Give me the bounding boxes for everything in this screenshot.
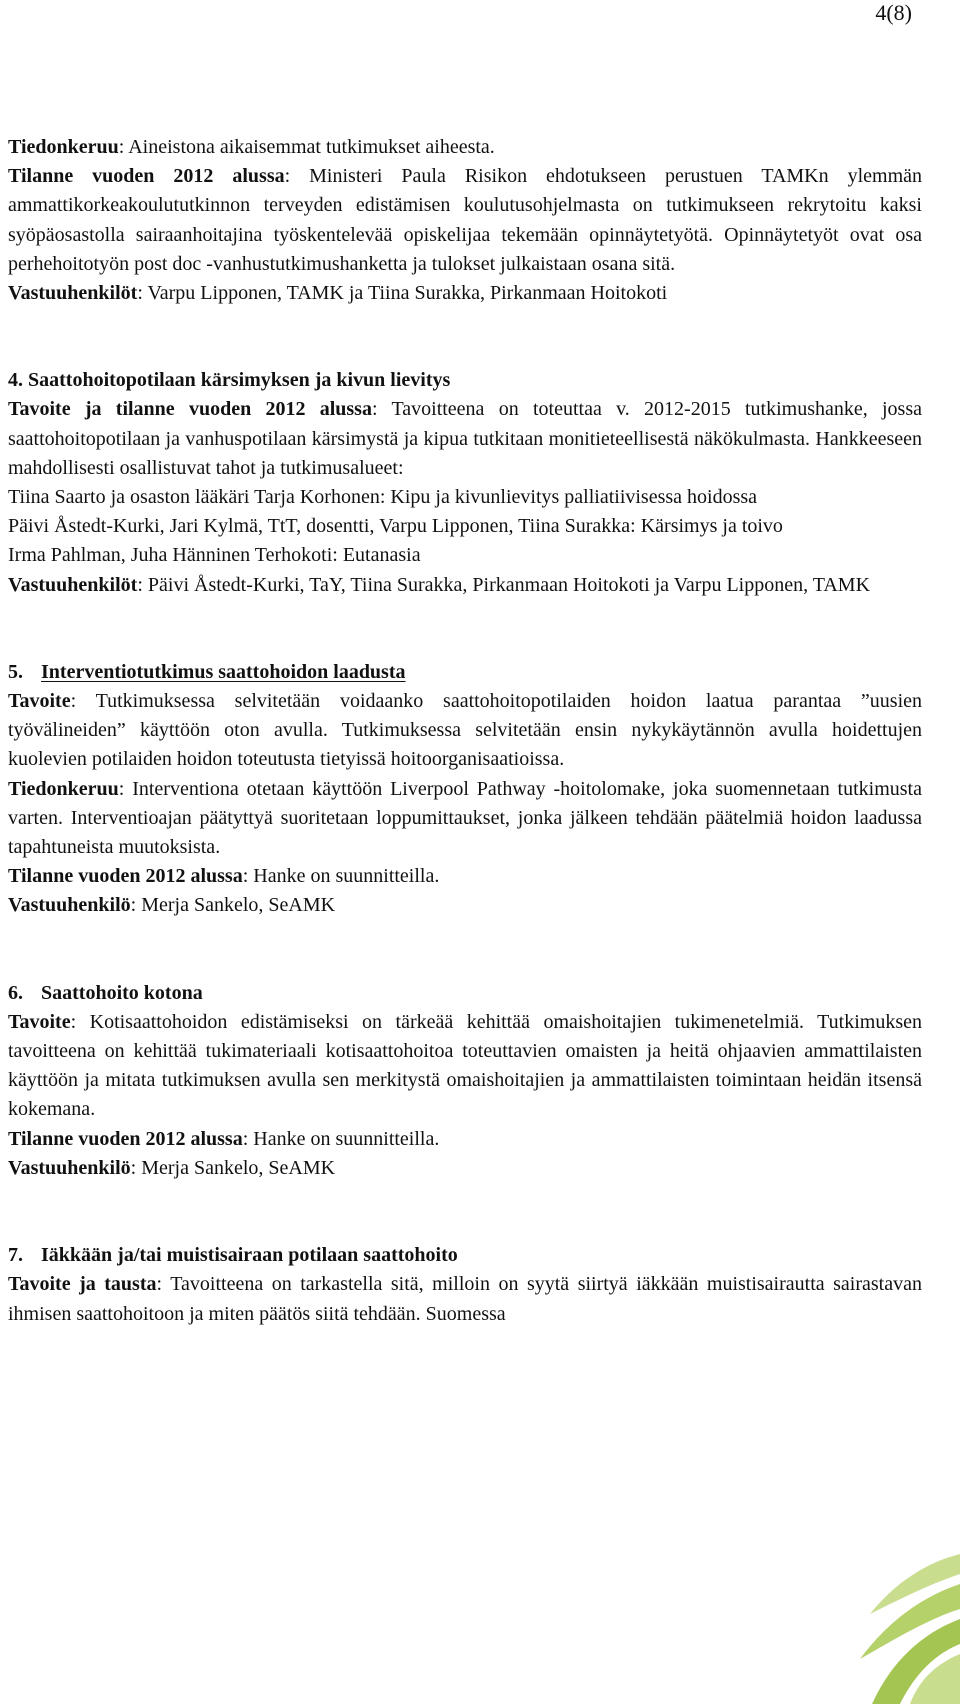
section-spacer bbox=[8, 1183, 922, 1241]
paragraph-tilanne-5: Tilanne vuoden 2012 alussa: Hanke on suunnitteilla. bbox=[8, 865, 440, 888]
label-tiedonkeruu: Tiedonkeruu bbox=[8, 136, 119, 158]
paragraph-tavoite-5: Tavoite: Tutkimuksessa selvitetään voidaanko saattohoitopotilaiden hoidon laatua parantaa ”uusien työvälineiden” käyttöön oton avulla. Tutkimuksessa selvitetään ensin nykykäytännön avulla hoidettujen kuolevien potilaiden hoidon toteutusta tietyissä hoitoorganisaatioissa. bbox=[8, 690, 922, 771]
list-item: Tiina Saarto ja osaston lääkäri Tarja Korhonen: Kipu ja kivunlievitys palliatiivisessa hoidossa bbox=[8, 486, 758, 509]
section-title-7: Iäkkään ja/tai muistisairaan potilaan saattohoito bbox=[41, 1244, 458, 1267]
label-tiedonkeruu-5: Tiedonkeruu bbox=[8, 777, 119, 800]
section-heading-5 bbox=[8, 658, 922, 687]
label-vastuuhenkilo-6: Vastuuhenkilö bbox=[8, 1156, 131, 1179]
label-tavoite-6: Tavoite bbox=[8, 1010, 71, 1033]
list-item: Päivi Åstedt-Kurki, Jari Kylmä, TtT, dosentti, Varpu Lipponen, Tiina Surakka: Kärsimys ja toivo bbox=[8, 515, 783, 538]
label-tilanne-5: Tilanne vuoden 2012 alussa bbox=[8, 865, 243, 888]
section-number-7: 7. bbox=[8, 1244, 23, 1267]
text-vastuuhenkilot: Varpu Lipponen, TAMK ja Tiina Surakka, Pirkanmaan Hoitokoti bbox=[147, 282, 668, 305]
text-tilanne-5: Hanke on suunnitteilla. bbox=[253, 865, 440, 888]
section-spacer bbox=[8, 600, 922, 658]
page-number: 4(8) bbox=[875, 0, 912, 25]
section-title-4: Saattohoitopotilaan kärsimyksen ja kivun lievitys bbox=[28, 369, 451, 392]
section-spacer bbox=[8, 921, 922, 979]
paragraph-tiedonkeruu: Tiedonkeruu: Aineistona aikaisemmat tutkimukset aiheesta. bbox=[8, 136, 495, 158]
label-tavoite-5: Tavoite bbox=[8, 690, 71, 713]
text-tilanne: Ministeri Paula Risikon ehdotukseen perustuen TAMKn ylemmän ammattikorkeakoulututkinnon terveyden edistämisen koulutusohjelmasta on tutkimukseen rekrytoitu kaksi syöpäosastolla sairaanhoitajina työskentelevää opiskelijaa tekemään opinnäytetyötä. Opinnäytetyöt ovat osa perhehoitotyön post doc -vanhustutkimushanketta ja tulokset julkaistaan osana sitä. bbox=[8, 165, 922, 275]
document-body bbox=[8, 133, 922, 1329]
paragraph-vastuuhenkilo-6: Vastuuhenkilö: Merja Sankelo, SeAMK bbox=[8, 1156, 336, 1179]
text-tavoite-5: Tutkimuksessa selvitetään voidaanko saattohoitopotilaiden hoidon laatua parantaa ”uusien työvälineiden” käyttöön oton avulla. Tutkimuksessa selvitetään ensin nykykäytännön avulla hoidettujen kuolevien potilaiden hoidon toteutusta tietyissä hoitoorganisaatioissa. bbox=[8, 690, 922, 771]
text-vastuuhenkilot-4: Päivi Åstedt-Kurki, TaY, Tiina Surakka, Pirkanmaan Hoitokoti ja Varpu Lipponen, TAMK bbox=[147, 573, 871, 596]
paragraph-vastuuhenkilo-5: Vastuuhenkilö: Merja Sankelo, SeAMK bbox=[8, 894, 336, 917]
text-tavoite-4: Tavoitteena on toteuttaa v. 2012-2015 tutkimushanke, jossa saattohoitopotilaan ja vanhuspotilaan kärsimystä ja kipua tutkitaan monitieteellisestä näkökulmasta. Hankkeeseen mahdollisesti osallistuvat tahot ja tutkimusalueet: bbox=[8, 398, 922, 479]
leaf-watermark-icon bbox=[810, 1514, 960, 1704]
paragraph-vastuuhenkilot-4: Vastuuhenkilöt: Päivi Åstedt-Kurki, TaY, Tiina Surakka, Pirkanmaan Hoitokoti ja Varpu Lipponen, TAMK bbox=[8, 573, 871, 596]
label-vastuuhenkilo-5: Vastuuhenkilö bbox=[8, 894, 131, 917]
section-number-6: 6. bbox=[8, 981, 23, 1004]
section-heading-7 bbox=[8, 1241, 922, 1270]
section-spacer bbox=[8, 308, 922, 366]
paragraph-tavoite-7: Tavoite ja tausta: Tavoitteena on tarkastella sitä, milloin on syytä siirtyä iäkkään muistisairautta sairastavan ihmisen saattohoitoon ja miten päätös siitä tehdään. Suomessa bbox=[8, 1273, 922, 1325]
label-vastuuhenkilot-4: Vastuuhenkilöt bbox=[8, 573, 138, 596]
paragraph-tiedonkeruu-5: Tiedonkeruu: Interventiona otetaan käyttöön Liverpool Pathway -hoitolomake, joka suomennetaan tutkimusta varten. Interventioajan päätyttyä suoritetaan loppumittaukset, jonka jälkeen tehdään päätelmiä hoidon laadussa tapahtuneista muutoksista. bbox=[8, 777, 922, 859]
label-tilanne: Tilanne vuoden 2012 alussa bbox=[8, 165, 285, 188]
text-tilanne-6: Hanke on suunnitteilla. bbox=[253, 1127, 440, 1150]
section-heading-4 bbox=[8, 366, 922, 395]
paragraph-tavoite-4: Tavoite ja tilanne vuoden 2012 alussa: Tavoitteena on toteuttaa v. 2012-2015 tutkimushanke, jossa saattohoitopotilaan ja vanhuspotilaan kärsimystä ja kipua tutkitaan monitieteellisestä näkökulmasta. Hankkeeseen mahdollisesti osallistuvat tahot ja tutkimusalueet: bbox=[8, 398, 922, 479]
label-tavoite-4: Tavoite ja tilanne vuoden 2012 alussa bbox=[8, 398, 372, 421]
text-tavoite-6: Kotisaattohoidon edistämiseksi on tärkeää kehittää omaishoitajien tukimenetelmiä. Tutkimuksen tavoitteena on kehittää tukimateriaali kotisaattohoitoa toteuttavien omaisten ja heitä ohjaavien ammattilaisten käyttöön ja mitata tutkimuksen avulla sen merkitystä omaishoitajien ja ammattilaisten toimintaan heidän itsensä kokemana. bbox=[8, 1010, 922, 1121]
paragraph-tilanne: Tilanne vuoden 2012 alussa: Ministeri Paula Risikon ehdotukseen perustuen TAMKn ylemmän ammattikorkeakoulututkinnon terveyden edistämisen koulutusohjelmasta on tutkimukseen rekrytoitu kaksi syöpäosastolla sairaanhoitajina työskentelevää opiskelijaa tekemään opinnäytetyötä. Opinnäytetyöt ovat osa perhehoitotyön post doc -vanhustutkimushanketta ja tulokset julkaistaan osana sitä. bbox=[8, 165, 922, 275]
label-vastuuhenkilot: Vastuuhenkilöt bbox=[8, 282, 138, 305]
section-heading-6 bbox=[8, 979, 922, 1008]
paragraph-tilanne-6: Tilanne vuoden 2012 alussa: Hanke on suunnitteilla. bbox=[8, 1127, 440, 1150]
list-item: Irma Pahlman, Juha Hänninen Terhokoti: Eutanasia bbox=[8, 544, 421, 567]
section-number-5: 5. bbox=[8, 660, 23, 683]
label-tilanne-6: Tilanne vuoden 2012 alussa bbox=[8, 1127, 243, 1150]
section-title-5: Interventiotutkimus saattohoidon laadusta bbox=[41, 660, 406, 683]
text-tiedonkeruu: Aineistona aikaisemmat tutkimukset aiheesta. bbox=[128, 136, 495, 158]
paragraph-tavoite-6: Tavoite: Kotisaattohoidon edistämiseksi on tärkeää kehittää omaishoitajien tukimenetelmiä. Tutkimuksen tavoitteena on kehittää tukimateriaali kotisaattohoitoa toteuttavien omaisten ja heitä ohjaavien ammattilaisten käyttöön ja mitata tutkimuksen avulla sen merkitystä omaishoitajien ja ammattilaisten toimintaan heidän itsensä kokemana. bbox=[8, 1010, 922, 1121]
text-vastuuhenkilo-5: Merja Sankelo, SeAMK bbox=[141, 894, 336, 917]
text-tiedonkeruu-5: Interventiona otetaan käyttöön Liverpool Pathway -hoitolomake, joka suomennetaan tutkimusta varten. Interventioajan päätyttyä suoritetaan loppumittaukset, jonka jälkeen tehdään päätelmiä hoidon laadussa tapahtuneista muutoksista. bbox=[8, 777, 922, 859]
label-tavoite-7: Tavoite ja tausta bbox=[8, 1273, 157, 1296]
paragraph-vastuuhenkilot: Vastuuhenkilöt: Varpu Lipponen, TAMK ja Tiina Surakka, Pirkanmaan Hoitokoti bbox=[8, 282, 668, 305]
text-vastuuhenkilo-6: Merja Sankelo, SeAMK bbox=[141, 1156, 336, 1179]
section-title-6: Saattohoito kotona bbox=[41, 981, 203, 1004]
text-tavoite-7: Tavoitteena on tarkastella sitä, milloin on syytä siirtyä iäkkään muistisairautta sairastavan ihmisen saattohoitoon ja miten päätös siitä tehdään. Suomessa bbox=[8, 1273, 922, 1325]
section-number-4: 4. bbox=[8, 369, 23, 392]
